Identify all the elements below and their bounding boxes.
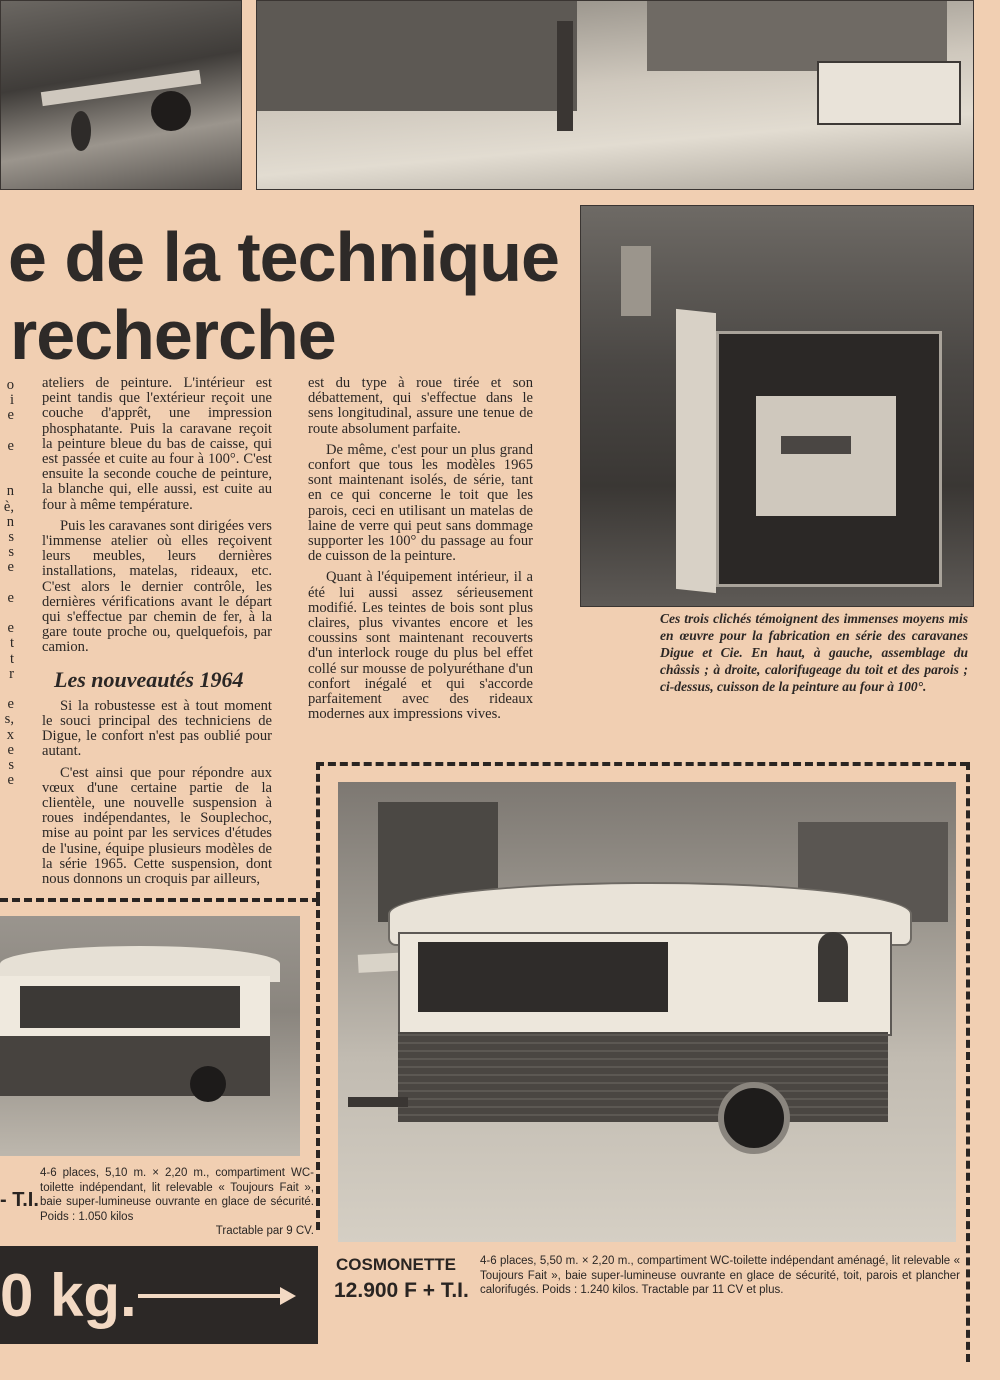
fragment-line: [0, 454, 14, 469]
fragment-line: i: [9, 392, 14, 409]
fragment-line: e: [7, 589, 14, 606]
article-paragraph: est du type à roue tirée et son débattement, qui s'effectue dans le sens longitudinal, assure une tenue de route absolument parfaite.: [308, 375, 533, 437]
article-paragraph: Si la robustesse est à tout moment le souci principal des techniciens de Digue, le confort n'est pas oublié pour autant.: [42, 697, 272, 760]
headline-line-2: recherche: [10, 296, 336, 374]
cosmonette-name: COSMONETTE: [336, 1255, 456, 1274]
fragment-line: s,: [4, 711, 14, 728]
cosmonette-spec: 4-6 places, 5,50 m. × 2,20 m., compartiment WC-toilette indépendant aménagé, lit relevable « Toujours Fait », baie super-lumineuse ouvrante en glace de sécurité, toit, parois et plancher calorifugés. Poids : 1.240 kilos. Tractable par 11 CV et plus.: [480, 1255, 960, 1296]
arrow-right-icon: [138, 1294, 288, 1298]
cosmonette-price: 12.900 F + T.I.: [334, 1279, 469, 1302]
weight-banner-text: 0 kg.: [0, 1262, 137, 1329]
article-paragraph: C'est ainsi que pour répondre aux vœux d'une certaine partie de la clientèle, une nouvelle suspension à roues indépendantes, le Souplechoc, mise au point par les services d'études de l'usine, équipe plusieurs modèles de la série 1965. Cette suspension, dont nous donnons un croquis par ailleurs,: [42, 764, 272, 888]
fragment-line: n: [6, 483, 14, 500]
fragment-line: [0, 682, 14, 697]
fragment-line: e: [7, 772, 14, 789]
article-paragraph: ateliers de peinture. L'intérieur est peint tandis que l'extérieur reçoit une couche d'apprêt, une impression phosphatante. Puis la caravane reçoit la peinture bleue du bas de caisse, qui est passée et cuite au four à 100°. C'est ensuite la seconde couche de peinture, la blanche qui, elle aussi, est cuite au four à même température.: [42, 375, 272, 513]
cosmonette-caravan-photo: [338, 782, 956, 1242]
subheading: Les nouveautés 1964: [54, 666, 244, 692]
fragment-line: r: [9, 665, 14, 682]
headline-line-1: e de la technique: [8, 218, 559, 296]
fragment-line: n: [6, 513, 14, 530]
dashed-border-top: [316, 762, 968, 766]
chassis-assembly-photo: [0, 0, 242, 190]
dashed-border-inner: [316, 898, 320, 1230]
arrow-head-icon: [280, 1287, 296, 1305]
left-caravan-photo: [0, 916, 300, 1156]
article-paragraph: De même, c'est pour un plus grand confort que tous les modèles 1965 sont maintenant isolés, de série, tant en ce qui concerne le toit que les parois, ceci en utilisant un matelas de laine de verre qui peut sans dommage supporter les 100° du passage au four de cuisson de la peinture.: [308, 441, 533, 565]
article-paragraph: Quant à l'équipement intérieur, il a été lui aussi assez sérieusement modifié. Les teintes de bois sont plus claires, plus vivantes encore et les coussins sont maintenant recouverts d'un interlock rouge du plus bel effet collé sur mousse de polyuréthane d'un confort inégalé et qui s'accorde parfaitement avec des rideaux modernes aux impressions vives.: [308, 569, 533, 723]
left-edge-column-fragments: [0, 378, 14, 788]
fragment-line: e: [7, 407, 14, 424]
fragment-line: t: [9, 635, 14, 652]
fragment-line: o: [6, 377, 14, 393]
fragment-line: e: [7, 437, 14, 454]
fragment-line: e: [7, 741, 14, 758]
fragment-line: s: [8, 544, 14, 561]
left-model-tractable: Tractable par 9 CV.: [215, 1225, 314, 1237]
dashed-border-left: [316, 762, 320, 900]
fragment-line: [0, 469, 14, 484]
fragment-line: s: [8, 529, 14, 546]
fragment-line: t: [9, 650, 14, 667]
dashed-border-mid: [0, 898, 320, 902]
fragment-line: e: [7, 620, 14, 637]
fragment-line: [0, 606, 14, 621]
insulation-workshop-photo: [256, 0, 974, 190]
left-model-price-fragment: - T.I.: [0, 1189, 39, 1211]
article-paragraph: Puis les caravanes sont dirigées vers l'immense atelier où elles reçoivent leurs meubles, leurs dernières installations, matelas, rideaux, etc. C'est alors le dernier contrôle, les dernières vérifications avant le départ qui s'effectue par chemin de fer, à la gare toute proche ou, quelquefois, par camion.: [42, 517, 272, 656]
dashed-border-right: [966, 762, 970, 1362]
fragment-line: s: [8, 757, 14, 774]
article-column-1: [42, 376, 272, 887]
photo-caption: Ces trois clichés témoignent des immenses moyens mis en œuvre pour la fabrication en série des caravanes Digue et Cie. En haut, à gauche, assemblage du châssis ; à droite, calorifugeage du toit et des parois ; ci-dessus, cuisson de la peinture au four à 100°.: [660, 611, 968, 694]
fragment-line: [0, 576, 14, 591]
article-column-2: [308, 376, 533, 722]
fragment-line: è,: [3, 498, 14, 515]
left-model-spec: 4-6 places, 5,10 m. × 2,20 m., compartiment WC-toilette indépendant, lit relevable « Toujours Fait », baie super-lumineuse ouvrante en glace de sécurité. Poids : 1.050 kilos: [40, 1167, 314, 1223]
paint-oven-photo: [580, 205, 974, 607]
fragment-line: e: [7, 696, 14, 713]
fragment-line: [0, 424, 14, 439]
fragment-line: x: [6, 726, 14, 743]
fragment-line: e: [7, 559, 14, 576]
